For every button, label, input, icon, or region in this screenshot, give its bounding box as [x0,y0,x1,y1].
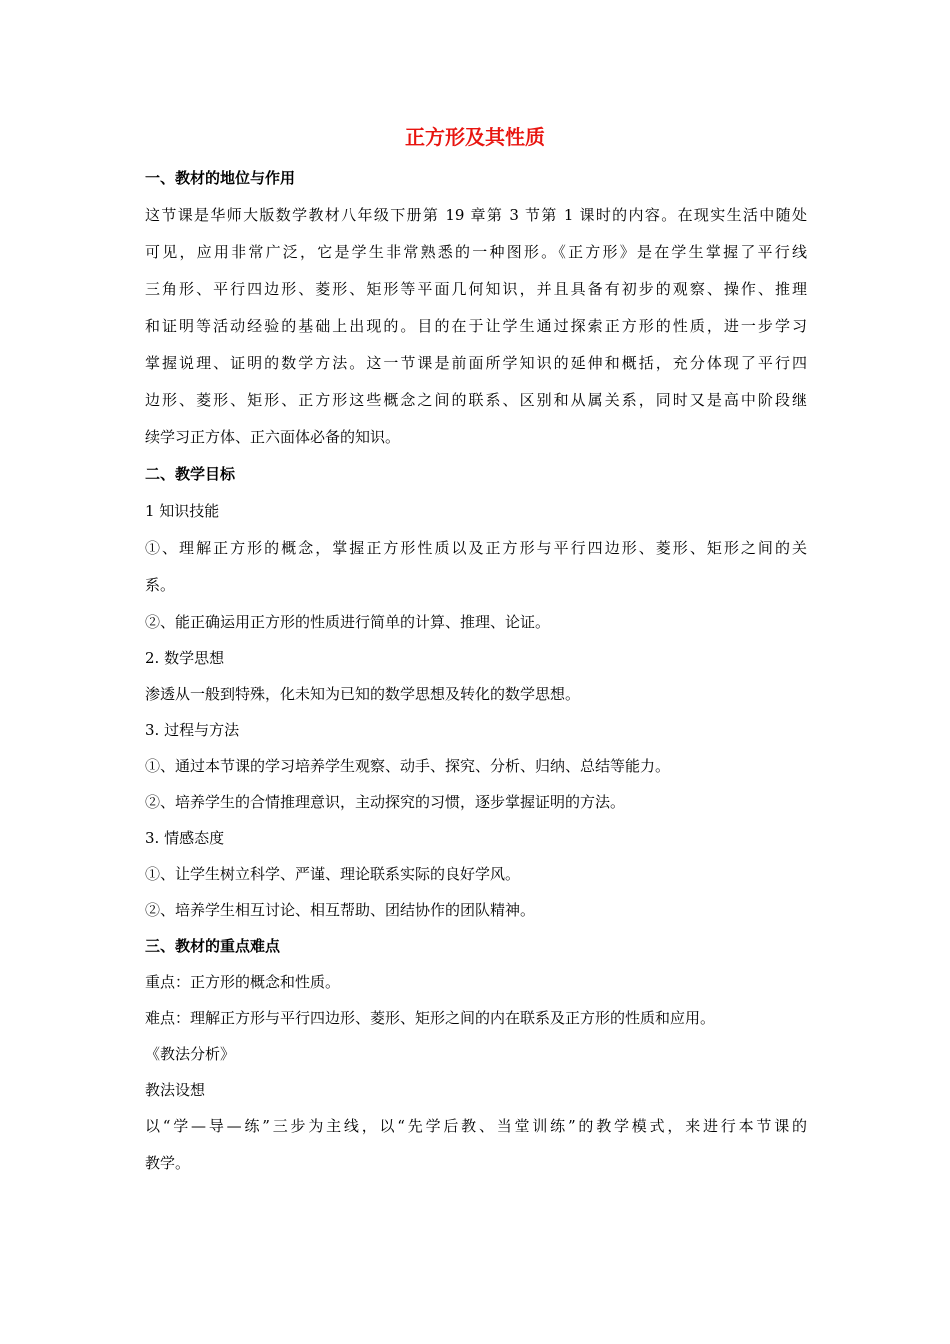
document-title: 正方形及其性质 [405,125,545,149]
paragraph-line: 可见，应用非常广泛，它是学生非常熟悉的一种图形。《正方形》是在学生掌握了平行线 [145,243,807,261]
goal-item: ②、培养学生相互讨论、相互帮助、团结协作的团队精神。 [145,901,536,919]
paragraph-line: 边形、菱形、矩形、正方形这些概念之间的联系、区别和从属关系，同时又是高中阶段继 [145,391,807,409]
difficulty-point: 难点：理解正方形与平行四边形、菱形、矩形之间的内在联系及正方形的性质和应用。 [145,1009,716,1027]
method-text-line: 教学。 [145,1154,191,1172]
section-heading-role: 一、教材的地位与作用 [145,169,296,187]
paragraph-line: 三角形、平行四边形、菱形、矩形等平面几何知识，并且具备有初步的观察、操作、推理 [145,280,807,298]
goal-item: ②、能正确运用正方形的性质进行简单的计算、推理、论证。 [145,613,551,631]
subsection-title-process: 3. 过程与方法 [145,721,240,739]
section-heading-goals: 二、教学目标 [145,465,236,483]
goal-item: 渗透从一般到特殊，化未知为已知的数学思想及转化的数学思想。 [145,685,581,703]
document-body [145,160,807,1182]
paragraph-line: 和证明等活动经验的基础上出现的。目的在于让学生通过探索正方形的性质，进一步学习 [145,317,807,335]
subsection-title-thinking: 2. 数学思想 [145,649,225,667]
subsection-title-knowledge: 1 知识技能 [145,502,220,520]
paragraph-line: 续学习正方体、正六面体必备的知识。 [145,428,401,446]
paragraph-line: 掌握说理、证明的数学方法。这一节课是前面所学知识的延伸和概括，充分体现了平行四 [145,354,807,372]
goal-item-line: ①、理解正方形的概念，掌握正方形性质以及正方形与平行四边形、菱形、矩形之间的关 [145,539,807,557]
method-idea-label: 教法设想 [145,1081,206,1099]
goal-item: ①、通过本节课的学习培养学生观察、动手、探究、分析、归纳、总结等能力。 [145,757,671,775]
goal-item: ②、培养学生的合情推理意识，主动探究的习惯，逐步掌握证明的方法。 [145,793,626,811]
goals-compact-block [145,604,807,1108]
subsection-title-attitude: 3. 情感态度 [145,829,225,847]
key-point: 重点：正方形的概念和性质。 [145,973,341,991]
goal-item-line: 系。 [145,576,176,594]
goal-item: ①、让学生树立科学、严谨、理论联系实际的良好学风。 [145,865,521,883]
method-text-line: 以“学—导—练”三步为主线，以“先学后教、当堂训练”的教学模式，来进行本节课的 [145,1117,807,1135]
method-analysis-label: 《教法分析》 [145,1045,236,1063]
paragraph-line: 这节课是华师大版数学教材八年级下册第 19 章第 3 节第 1 课时的内容。在现实生活中随处 [145,206,807,224]
section-heading-keypoints: 三、教材的重点难点 [145,937,281,955]
